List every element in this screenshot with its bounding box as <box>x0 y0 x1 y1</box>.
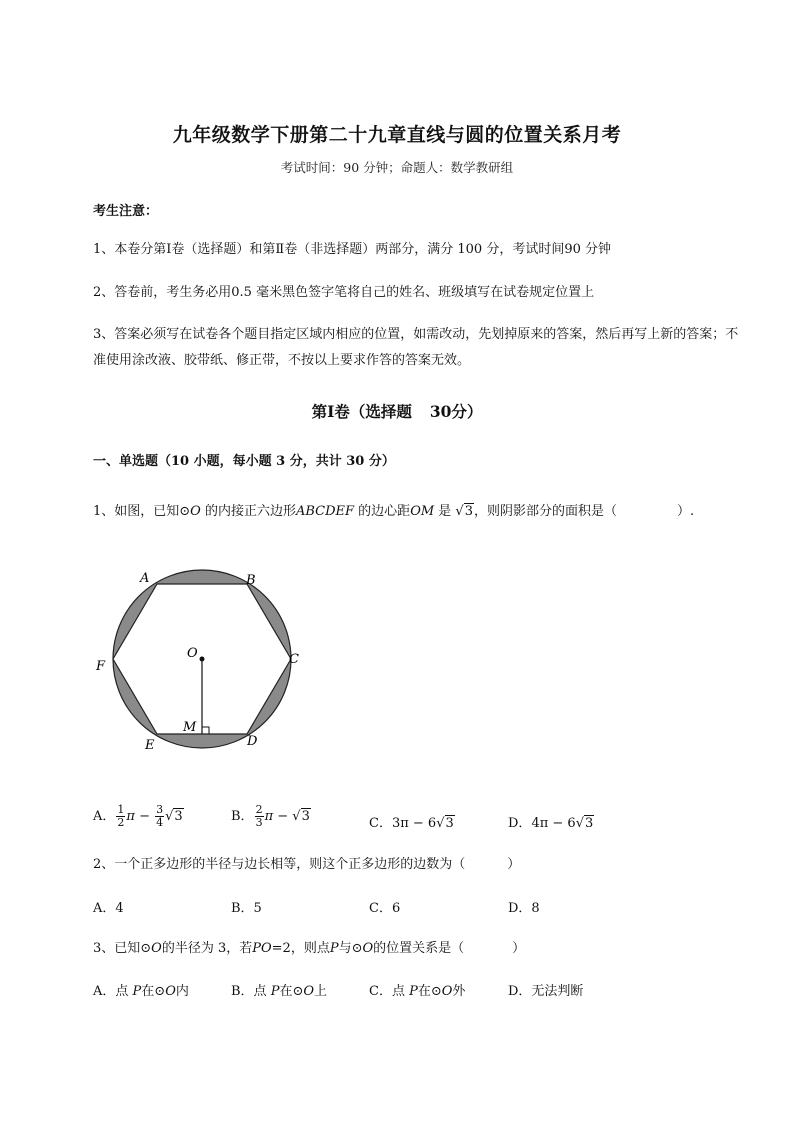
q3-mid3: 与⊙ <box>338 941 363 956</box>
q1-option-d[interactable] <box>508 812 594 831</box>
q3-a-mid: 在⊙ <box>141 984 166 999</box>
label-o: O <box>187 646 198 661</box>
q3-mid4: 的位置关系是（ <box>373 941 465 956</box>
q1-c-letter: C． <box>369 816 392 831</box>
q3-o2: O <box>362 941 374 956</box>
q1-a-frac2 <box>155 804 164 829</box>
q1-b-minus: − <box>273 809 293 824</box>
q3-b-o: O <box>303 984 315 999</box>
q3-mid2: =2，则点 <box>271 941 330 956</box>
q3-a-pre: A．点 <box>93 984 133 999</box>
q1-option-b[interactable] <box>231 804 311 829</box>
q1-b-sqrt: √3 <box>292 809 310 824</box>
section-1-title: 一、单选题（10 小题，每小题 3 分，共计 30 分） <box>93 454 395 469</box>
notice-heading: 考生注意： <box>93 204 159 219</box>
q1-suffix: ）. <box>677 504 695 519</box>
q1-c-sqrt: √3 <box>436 816 454 831</box>
question-1 <box>93 500 694 519</box>
q1-a-d2: 4 <box>156 816 164 829</box>
label-m: M <box>183 720 197 735</box>
q3-option-b[interactable] <box>231 980 327 999</box>
q1-d-letter: D． <box>508 816 532 831</box>
q1-d-root: 3 <box>584 816 594 831</box>
part-1-score: 30分） <box>429 402 483 421</box>
q1-a-letter: A． <box>93 809 116 824</box>
question-3 <box>93 937 525 956</box>
q3-b-p: P <box>270 984 280 999</box>
q3-c-post: 外 <box>452 984 466 999</box>
label-e: E <box>145 738 155 753</box>
notice-item-2: 2、答卷前，考生务必用0.5 毫米黑色签字笔将自己的姓名、班级填写在试卷规定位置上 <box>93 285 595 300</box>
page-title: 九年级数学下册第二十九章直线与圆的位置关系月考 <box>172 124 622 146</box>
q1-a-minus: − <box>134 809 155 824</box>
q1-b-pi: π <box>264 809 274 824</box>
q1-a-sqrt: √3 <box>165 809 183 824</box>
label-a: A <box>140 571 150 586</box>
q1-prefix: 1、如图，已知⊙ <box>93 504 191 519</box>
q1-mid4: ，则阴影部分的面积是（ <box>474 504 618 519</box>
q3-p: P <box>329 941 339 956</box>
part-1-title <box>0 400 794 422</box>
q1-circle: O <box>190 504 201 519</box>
q3-b-mid: 在⊙ <box>279 984 304 999</box>
q3-c-p: P <box>409 984 418 999</box>
q1-b-d1: 3 <box>255 816 263 829</box>
q3-b-pre: B．点 <box>231 984 271 999</box>
q2-options <box>93 897 713 927</box>
q3-option-a[interactable] <box>93 980 189 999</box>
q3-c-pre: C．点 <box>369 984 410 999</box>
q1-options <box>93 798 713 834</box>
q1-sqrt: √3 <box>455 504 473 519</box>
q3-a-p: P <box>132 984 142 999</box>
q1-mid3: 是 <box>434 504 456 519</box>
q3-option-d[interactable]: D．无法判断 <box>508 984 584 999</box>
q1-mid2: 的边心距 <box>354 504 411 519</box>
q1-b-n1: 2 <box>255 803 263 816</box>
q1-d-sqrt: √3 <box>575 816 594 831</box>
q1-option-c[interactable] <box>369 812 455 831</box>
q1-a-n2: 3 <box>156 803 164 816</box>
q1-mid1: 的内接正六边形 <box>200 504 296 519</box>
label-d: D <box>247 734 258 749</box>
q1-a-d1: 2 <box>117 816 125 829</box>
q1-a-n1: 1 <box>117 803 125 816</box>
exam-subtitle: 考试时间：90 分钟；命题人：数学教研组 <box>280 160 514 175</box>
q1-b-root: 3 <box>301 809 310 824</box>
q1-c-text: 3π − 6 <box>391 816 437 831</box>
q3-c-o: O <box>441 984 453 999</box>
hexagon-circle-figure <box>88 565 313 765</box>
q1-om: OM <box>410 504 435 519</box>
q2-suffix: ） <box>507 857 521 872</box>
q3-po: PO <box>252 941 272 956</box>
notice-item-1: 1、本卷分第Ⅰ卷（选择题）和第Ⅱ卷（非选择题）两部分，满分 100 分，考试时间90 分钟 <box>93 242 611 257</box>
label-c: C <box>289 652 299 667</box>
q3-c-mid: 在⊙ <box>417 984 442 999</box>
q3-a-post: 内 <box>175 984 189 999</box>
center-point <box>200 657 205 662</box>
q1-d-text: 4π − 6 <box>531 816 576 831</box>
q3-mid1: 的半径为 3，若 <box>161 941 253 956</box>
q3-suffix: ） <box>512 941 526 956</box>
q1-a-pi: π <box>126 809 135 824</box>
q1-b-frac <box>255 804 264 829</box>
q2-option-a[interactable]: A．4 <box>93 901 124 916</box>
notice-item-3: 3、答案必须写在试卷各个题目指定区域内相应的位置，如需改动，先划掉原来的答案，然后再写上新的答案；不准使用涂改液、胶带纸、修正带，不按以上要求作答的答案无效。 <box>93 327 739 368</box>
q1-root: 3 <box>464 504 473 519</box>
q1-option-a[interactable] <box>93 804 184 829</box>
q1-a-frac1 <box>116 804 125 829</box>
q2-text: 2、一个正多边形的半径与边长相等，则这个正多边形的边数为（ <box>93 857 466 872</box>
q3-o1: O <box>151 941 162 956</box>
q3-prefix: 3、已知⊙ <box>93 941 152 956</box>
question-2 <box>93 853 520 872</box>
q3-options <box>93 980 713 1010</box>
label-f: F <box>96 659 106 674</box>
q3-a-o: O <box>165 984 176 999</box>
q3-option-c[interactable] <box>369 980 465 999</box>
q1-c-root: 3 <box>445 816 454 831</box>
q3-b-post: 上 <box>314 984 328 999</box>
q1-b-letter: B． <box>231 809 254 824</box>
q1-hexagon: ABCDEF <box>295 504 355 519</box>
q1-a-root: 3 <box>174 809 183 824</box>
q2-option-b[interactable]: B．5 <box>231 901 262 916</box>
part-1-label: 第Ⅰ卷（选择题 <box>311 402 412 421</box>
q2-option-c[interactable]: C．6 <box>369 901 401 916</box>
label-b: B <box>246 573 256 588</box>
q2-option-d[interactable]: D．8 <box>508 901 540 916</box>
